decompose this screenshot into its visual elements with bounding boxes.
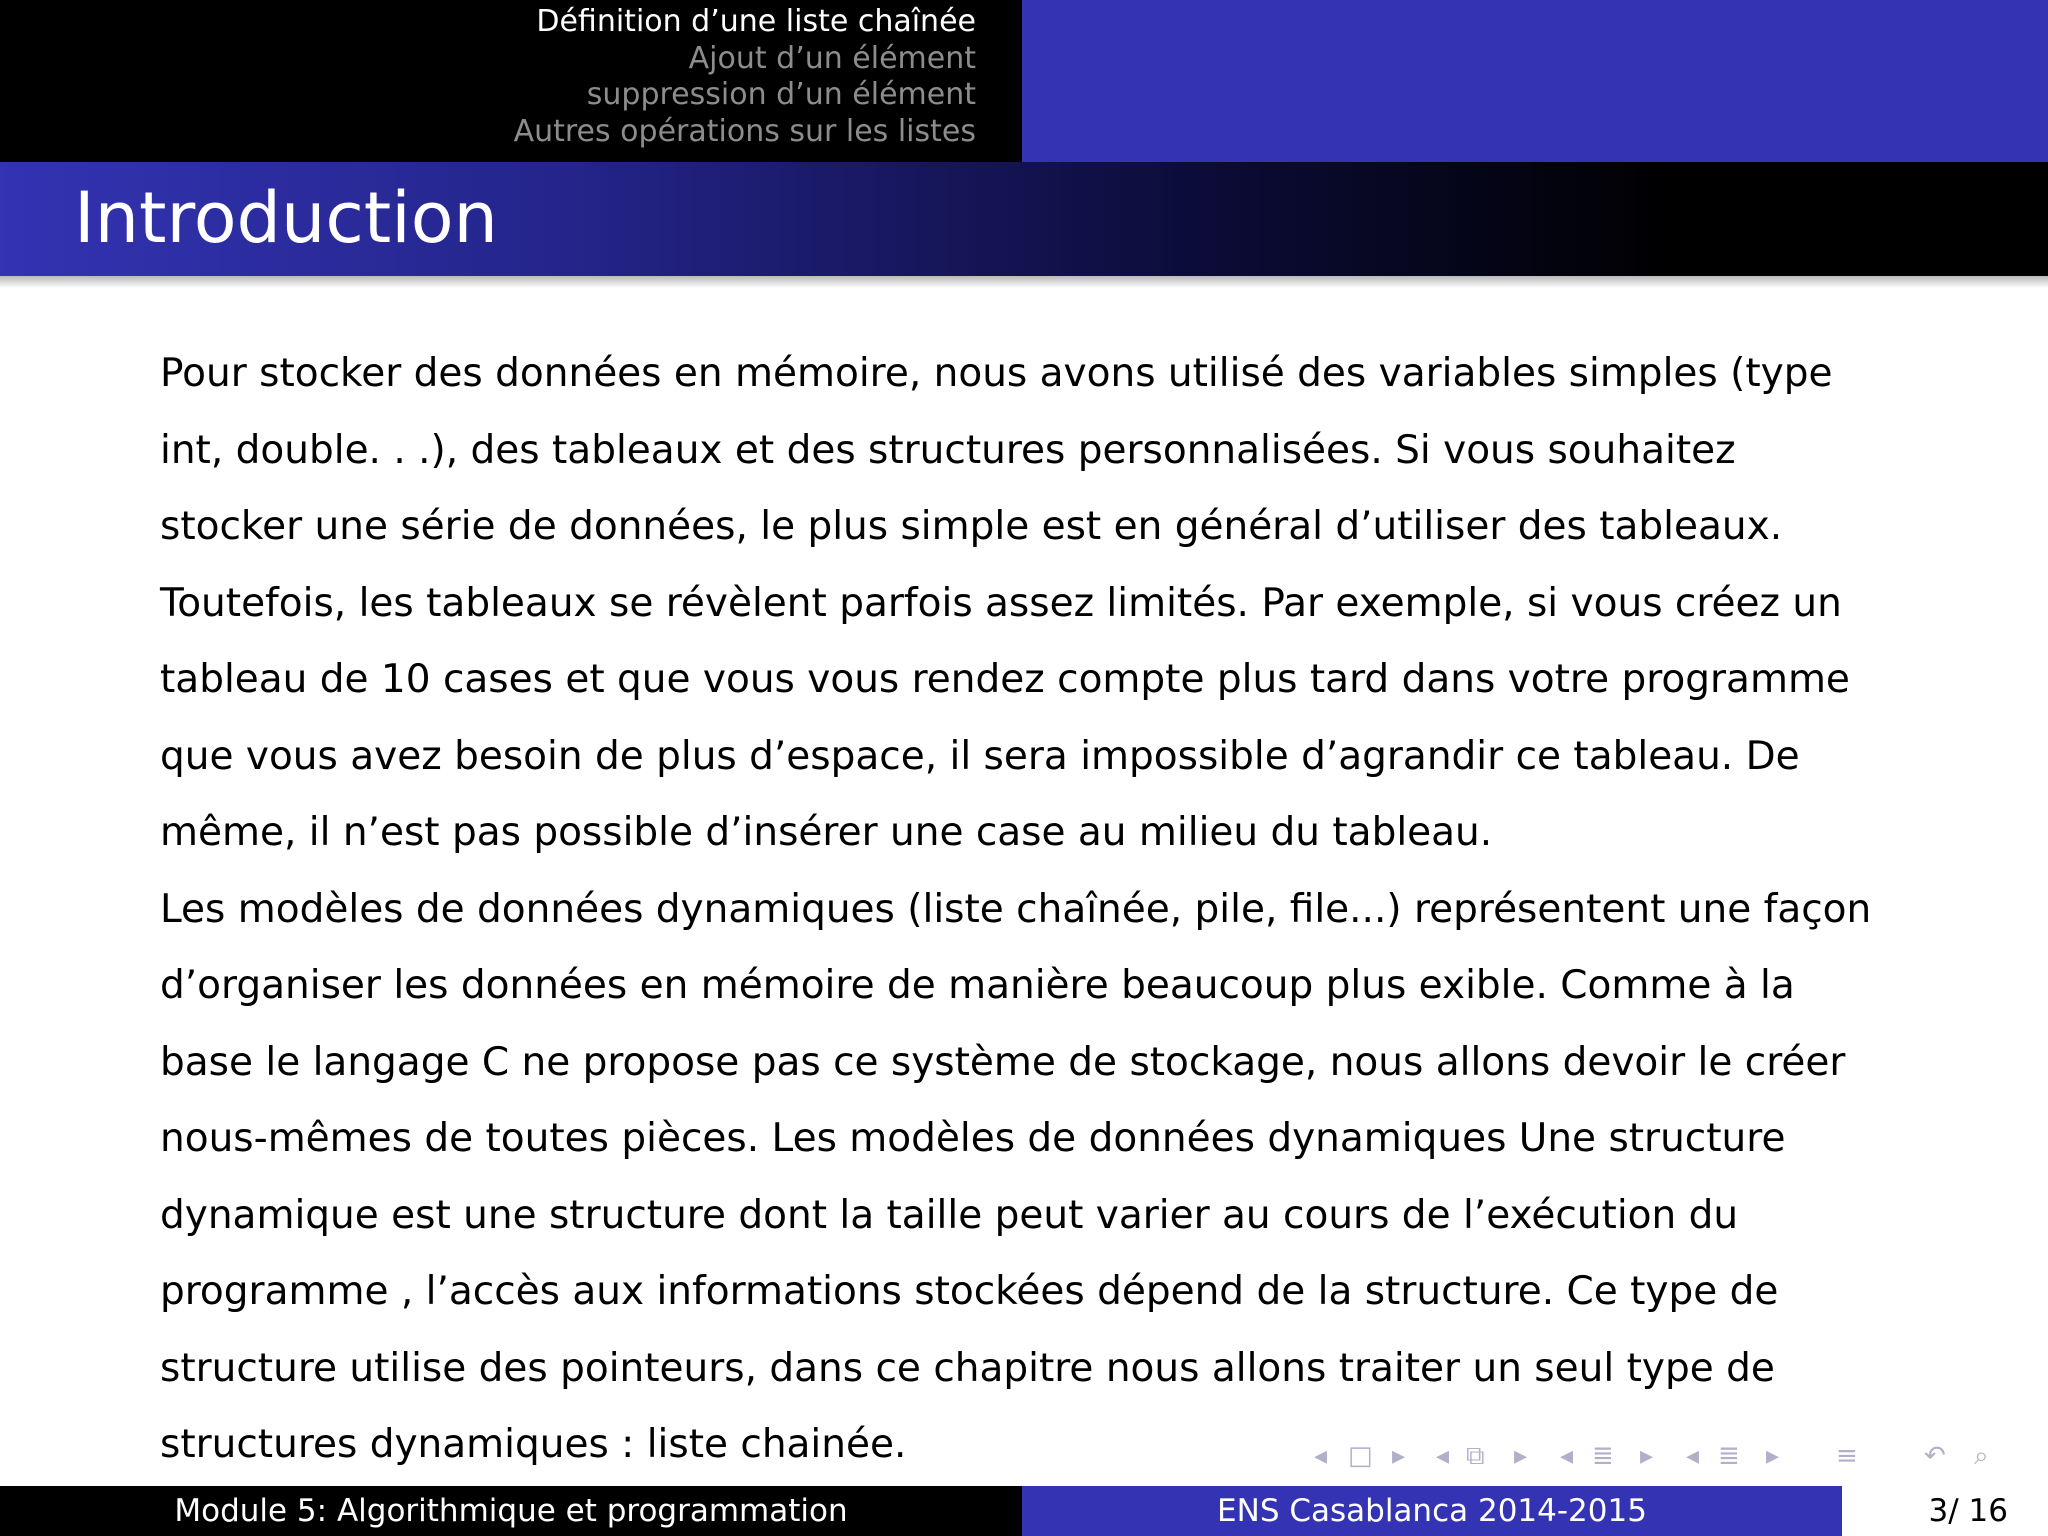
body-line: Toutefois, les tableaux se révèlent parfois assez limités. Par exemple, si vous créez un xyxy=(160,580,1842,626)
slide-body xyxy=(160,336,1900,1484)
arrow-left-icon[interactable]: ◂ xyxy=(1560,1441,1574,1471)
title-bar-shadow xyxy=(0,276,2048,288)
body-line: int, double. . .), des tableaux et des structures personnalisées. Si vous souhaitez xyxy=(160,427,1736,473)
body-paragraph-2 xyxy=(160,872,1900,1484)
body-line: même, il n’est pas possible d’insérer une case au milieu du tableau. xyxy=(160,810,1493,855)
body-line: base le langage C ne propose pas ce système de stockage, nous allons devoir le créer xyxy=(160,1039,1846,1085)
align-icon[interactable]: ≡ xyxy=(1836,1441,1858,1471)
frame-title: Introduction xyxy=(74,177,498,259)
frame-title-bar xyxy=(0,162,2048,276)
section-list xyxy=(0,0,1022,150)
body-line: Les modèles de données dynamiques (liste chaînée, pile, file...) représentent une façon xyxy=(160,886,1872,932)
nav-section-suppression[interactable]: suppression d’un élément xyxy=(586,77,976,112)
arrow-left-icon[interactable]: ◂ xyxy=(1686,1441,1700,1471)
footer-course-title: Module 5: Algorithmique et programmation xyxy=(174,1493,848,1529)
navigation-symbols xyxy=(1314,1438,2034,1474)
body-line: nous-mêmes de toutes pièces. Les modèles de données dynamiques Une structure xyxy=(160,1116,1786,1161)
search-icon[interactable]: ⌕ xyxy=(1974,1441,1989,1471)
body-line: Pour stocker des données en mémoire, nous avons utilisé des variables simples (type xyxy=(160,351,1833,396)
footer-middle-panel xyxy=(1022,1486,1842,1536)
page-number: 3/ 16 xyxy=(1928,1493,2008,1529)
body-line: d’organiser les données en mémoire de manière beaucoup plus exible. Comme à la xyxy=(160,963,1795,1008)
nav-section-ajout[interactable]: Ajout d’un élément xyxy=(688,40,976,76)
arrow-right-icon[interactable]: ▸ xyxy=(1514,1441,1528,1471)
undo-icon[interactable]: ↶ xyxy=(1924,1441,1946,1471)
body-paragraph-1 xyxy=(160,336,1900,872)
header-nav-left-panel xyxy=(0,0,1022,162)
section-icon[interactable]: ≣ xyxy=(1718,1441,1740,1471)
section-icon[interactable]: ≣ xyxy=(1592,1441,1614,1471)
arrow-left-icon[interactable]: ◂ xyxy=(1436,1441,1450,1471)
arrow-left-icon[interactable]: ◂ xyxy=(1314,1441,1328,1471)
arrow-right-icon[interactable]: ▸ xyxy=(1766,1441,1780,1471)
body-line: programme , l’accès aux informations stockées dépend de la structure. Ce type de xyxy=(160,1269,1779,1314)
body-line: stocker une série de données, le plus simple est en général d’utiliser des tableaux. xyxy=(160,504,1783,549)
body-line: structures dynamiques : liste chainée. xyxy=(160,1422,907,1467)
frame-icon[interactable]: □ xyxy=(1348,1441,1373,1471)
header-navigation xyxy=(0,0,2048,162)
body-line: dynamique est une structure dont la taille peut varier au cours de l’exécution du xyxy=(160,1192,1739,1238)
arrow-right-icon[interactable]: ▸ xyxy=(1640,1441,1654,1471)
nav-section-autres-operations[interactable]: Autres opérations sur les listes xyxy=(513,113,976,149)
body-line: structure utilise des pointeurs, dans ce chapitre nous allons traiter un seul type de xyxy=(160,1345,1775,1391)
arrow-right-icon[interactable]: ▸ xyxy=(1392,1441,1406,1471)
footer-left-panel xyxy=(0,1486,1022,1536)
footer-institution: ENS Casablanca 2014-2015 xyxy=(1217,1493,1647,1529)
nav-section-definition[interactable]: Définition d’une liste chaînée xyxy=(536,4,976,39)
footline xyxy=(0,1486,2048,1536)
subsection-icon[interactable]: ⧉ xyxy=(1466,1441,1485,1471)
body-line: que vous avez besoin de plus d’espace, il sera impossible d’agrandir ce tableau. De xyxy=(160,733,1800,779)
body-line: tableau de 10 cases et que vous vous rendez compte plus tard dans votre programme xyxy=(160,657,1850,702)
header-nav-right-panel xyxy=(1022,0,2048,162)
footer-right-panel xyxy=(1842,1486,2048,1536)
